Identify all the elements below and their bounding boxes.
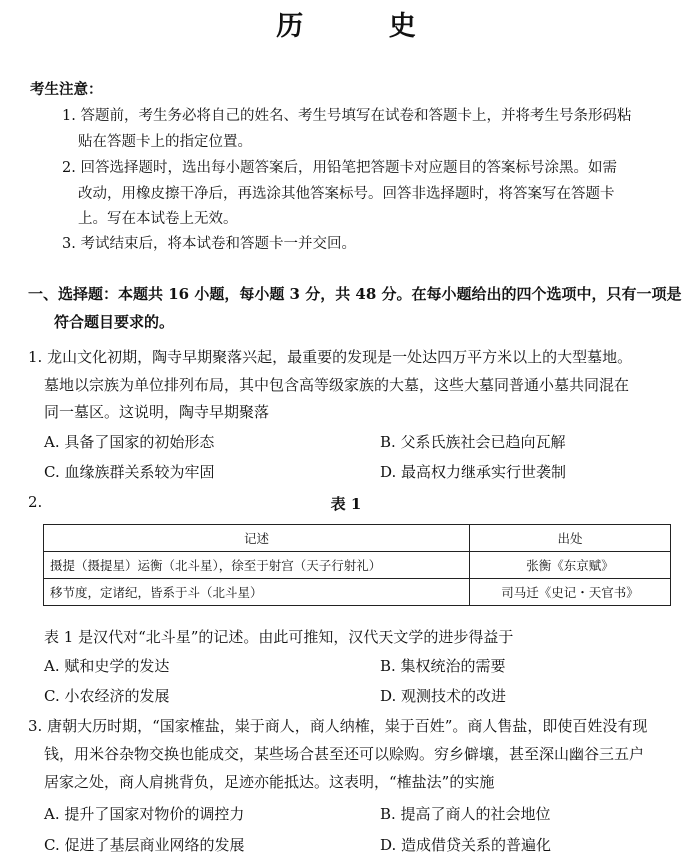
q3-option-d: D. 造成借贷关系的普遍化 <box>380 836 552 854</box>
table-row <box>44 552 671 579</box>
q1-stem-line: 墓地以宗族为单位排列布局，其中包含高等级家族的大墓，这些大墓同普通小墓共同混在 <box>44 376 630 394</box>
table-header-cell: 出处 <box>470 525 671 552</box>
q1-stem-line: 1. 龙山文化初期，陶寺早期聚落兴起，最重要的发现是一处达四万平方米以上的大型墓地。 <box>28 348 633 366</box>
q2-stem: 表 1 是汉代对“北斗星”的记述。由此可推知，汉代天文学的进步得益于 <box>44 628 514 646</box>
q1-option-c: C. 血缘族群关系较为牢固 <box>44 463 215 481</box>
table-header-cell: 记述 <box>44 525 470 552</box>
table-cell: 张衡《东京赋》 <box>470 552 671 579</box>
q2-option-b: B. 集权统治的需要 <box>380 657 506 675</box>
notice-line: 贴在答题卡上的指定位置。 <box>78 134 252 150</box>
table-header-row <box>44 525 671 552</box>
table-1 <box>43 524 671 606</box>
q3-stem-line: 居家之处，商人肩挑背负，足迹亦能抵达。这表明，“榷盐法”的实施 <box>44 773 495 791</box>
table-title: 表 1 <box>330 495 362 513</box>
section-heading-cont: 符合题目要求的。 <box>54 313 175 331</box>
q2-option-c: C. 小农经济的发展 <box>44 687 170 705</box>
q2-option-d: D. 观测技术的改进 <box>380 687 507 705</box>
table-cell: 移节度，定诸纪，皆系于斗（北斗星） <box>44 579 470 606</box>
notice-heading: 考生注意： <box>30 81 103 98</box>
notice-line: 上。写在本试卷上无效。 <box>78 211 238 227</box>
q1-option-a: A. 具备了国家的初始形态 <box>44 433 215 451</box>
q2-option-a: A. 赋和史学的发达 <box>44 657 170 675</box>
table-cell: 摄提（摄提星）运衡（北斗星），徐至于射宫（天子行射礼） <box>44 552 470 579</box>
notice-line: 2. 回答选择题时，选出每小题答案后，用铅笔把答题卡对应题目的答案标号涂黑。如需 <box>62 160 617 176</box>
notice-line: 3. 考试结束后，将本试卷和答题卡一并交回。 <box>62 236 356 252</box>
q1-stem-line: 同一墓区。这说明，陶寺早期聚落 <box>44 403 270 421</box>
q1-option-d: D. 最高权力继承实行世袭制 <box>380 463 567 481</box>
notice-line: 改动，用橡皮擦干净后，再选涂其他答案标号。回答非选择题时，将答案写在答题卡 <box>78 186 615 202</box>
table-cell: 司马迁《史记・天官书》 <box>470 579 671 606</box>
q2-number: 2. <box>28 493 43 511</box>
notice-line: 1. 答题前，考生务必将自己的姓名、考生号填写在试卷和答题卡上，并将考生号条形码粘 <box>62 108 632 124</box>
q3-stem-line: 钱，用米谷杂物交换也能成交，某些场合甚至还可以赊购。穷乡僻壤，甚至深山幽谷三五户 <box>44 745 645 763</box>
q3-option-a: A. 提升了国家对物价的调控力 <box>44 805 245 823</box>
section-heading: 一、选择题：本题共 16 小题，每小题 3 分，共 48 分。在每小题给出的四个选项中，只有一项是 <box>28 285 682 303</box>
q3-option-b: B. 提高了商人的社会地位 <box>380 805 551 823</box>
q3-option-c: C. 促进了基层商业网络的发展 <box>44 836 245 854</box>
q3-stem-line: 3. 唐朝大历时期，“国家榷盐，粜于商人，商人纳榷，粜于百姓”。商人售盐，即使百姓没有现 <box>28 717 648 735</box>
table-row <box>44 579 671 606</box>
q1-option-b: B. 父系氏族社会已趋向瓦解 <box>380 433 566 451</box>
page-title: 历 史 <box>276 11 454 42</box>
